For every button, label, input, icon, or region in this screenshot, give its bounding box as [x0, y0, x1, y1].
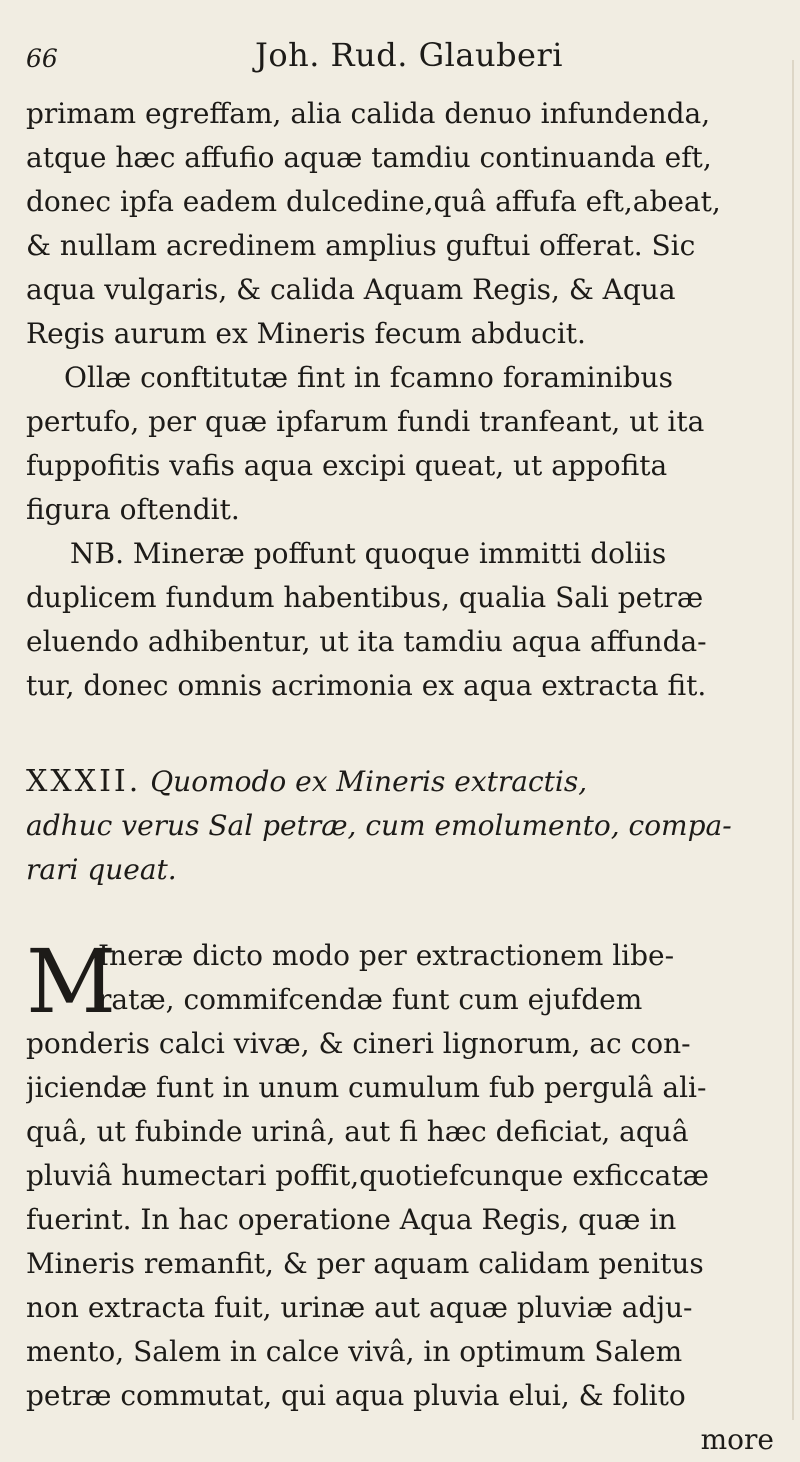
text-line: jiciendæ funt in unum cumulum fub pergulâ ali- [26, 1071, 707, 1104]
text-line: duplicem fundum habentibus, qualia Sali petræ [26, 581, 704, 614]
text-line: fuppofitis vafis aqua excipi queat, ut appofita [26, 449, 668, 482]
text-body [26, 92, 778, 1462]
text-line: mento, Salem in calce vivâ, in optimum Salem [26, 1335, 683, 1368]
page-header [0, 36, 800, 86]
page-edge-shadow [792, 60, 794, 1420]
running-head: Joh. Rud. Glauberi [255, 36, 564, 74]
text-line: aqua vulgaris, & calida Aquam Regis, & Aqua [26, 273, 676, 306]
text-line: atque hæc affufio aquæ tamdiu continuanda eft, [26, 141, 712, 174]
paragraph-2 [26, 356, 778, 532]
text-line: Regis aurum ex Mineris fecum abducit. [26, 317, 586, 350]
text-line: & nullam acredinem amplius guftui offerat. Sic [26, 229, 696, 262]
text-line: quâ, ut fubinde urinâ, aut fi hæc deficiat, aquâ [26, 1115, 689, 1148]
text-line: tur, donec omnis acrimonia ex aqua extracta fit. [26, 669, 707, 702]
text-line: ratæ, commifcendæ funt cum ejufdem [98, 983, 643, 1016]
text-line: figura oftendit. [26, 493, 240, 526]
section-title-line: Quomodo ex Mineris extractis, [150, 765, 588, 798]
text-line: primam egreffam, alia calida denuo infundenda, [26, 97, 711, 130]
text-line: eluendo adhibentur, ut ita tamdiu aqua affunda- [26, 625, 707, 658]
text-line: pluviâ humectari poffit,quotiefcunque exficcatæ [26, 1159, 709, 1192]
catchword: more [700, 1423, 774, 1456]
text-line: pertufo, per quæ ipfarum fundi tranfeant, ut ita [26, 405, 705, 438]
section-title-line: rari queat. [26, 853, 177, 886]
text-line: Ineræ dicto modo per extractionem libe- [98, 939, 675, 972]
text-line: donec ipfa eadem dulcedine,quâ affufa eft,abeat, [26, 185, 721, 218]
text-line: fuerint. In hac operatione Aqua Regis, quæ in [26, 1203, 677, 1236]
text-line: Mineris remanfit, & per aquam calidam penitus [26, 1247, 704, 1280]
section-number: XXXII. [26, 764, 142, 799]
paragraph-3 [26, 532, 778, 708]
text-line: Ollæ conftitutæ fint in fcamno foraminibus [64, 361, 673, 394]
text-line: NB. Mineræ poffunt quoque immitti doliis [70, 537, 667, 570]
page-number: 66 [26, 44, 58, 73]
text-line: non extracta fuit, urinæ aut aquæ pluviæ adju- [26, 1291, 693, 1324]
paragraph-4 [26, 930, 778, 1462]
text-line: ponderis calci vivæ, & cineri lignorum, ac con- [26, 1027, 691, 1060]
text-line: petræ commutat, qui aqua pluvia elui, & folito [26, 1379, 686, 1412]
paragraph-1 [26, 92, 778, 356]
section-heading [26, 760, 778, 892]
drop-cap: M [26, 930, 117, 1033]
section-title-line: adhuc verus Sal petræ, cum emolumento, compa- [26, 809, 732, 842]
